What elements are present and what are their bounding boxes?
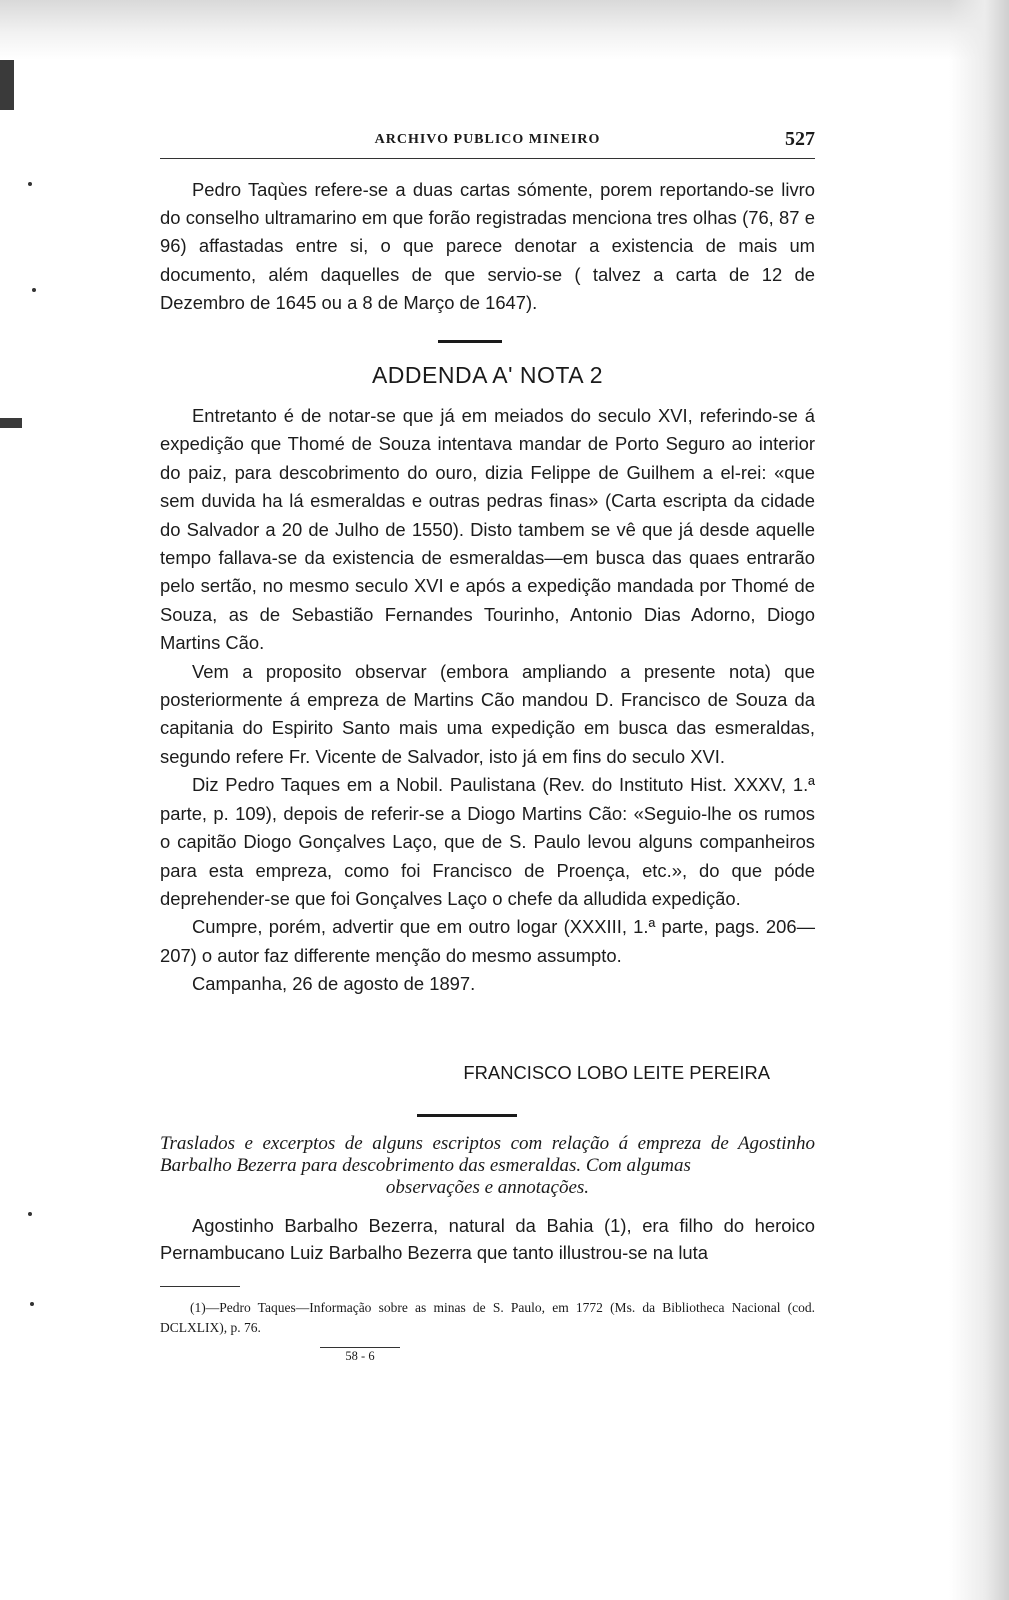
scan-shadow-right: [949, 0, 1009, 1600]
scan-speck: [30, 1302, 34, 1306]
opening-paragraph-block: [160, 176, 815, 317]
paragraph: Pedro Taqùes refere-se a duas cartas sómente, porem reportando-se livro do conselho ultramarino em que forão registradas menciona tres olhas (76, 87 e 96) affastadas entre si, o que parece denotar a existencia de mais um documento, além daquelles de que servio-se ( talvez a carta de 12 de Dezembro de 1645 ou a 8 de Março de 1647).: [160, 179, 815, 313]
printer-signature-mark: 58 - 6: [320, 1347, 400, 1364]
section-title: [160, 1133, 815, 1199]
section-title-last-line: observações e annotações.: [385, 1177, 590, 1198]
footnote-rule: [160, 1286, 240, 1287]
addenda-text-block: [160, 402, 815, 999]
author-signature: FRANCISCO LOBO LEITE PEREIRA: [463, 1062, 770, 1083]
paragraph: Agostinho Barbalho Bezerra, natural da Bahia (1), era filho do heroico Pernambucano Luiz Barbalho Bezerra que tanto illustrou-se na luta: [160, 1215, 815, 1263]
footnote: (1)—Pedro Taques—Informação sobre as minas de S. Paulo, em 1772 (Ms. da Bibliotheca Nacional (cod. DCLXLIX), p. 76.: [160, 1300, 815, 1335]
scan-speck: [32, 288, 36, 292]
running-title: ARCHIVO PUBLICO MINEIRO: [374, 132, 601, 147]
paragraph: Vem a proposito observar (embora ampliando a presente nota) que posteriormente á empreza de Martins Cão mandou D. Francisco de Souza da capitania do Espirito Santo mais uma expedição em busca das esmeraldas, segundo refere Fr. Vicente de Salvador, isto já em fins do seculo XVI.: [160, 660, 815, 767]
scan-speck: [28, 1212, 32, 1216]
section-heading: ADDENDA A' NOTA 2: [371, 362, 604, 388]
paragraph: Cumpre, porém, advertir que em outro logar (XXXIII, 1.ª parte, pags. 206—207) o autor faz differente menção do mesmo assumpto.: [160, 916, 815, 966]
section-divider: [438, 340, 502, 343]
page-number: 527: [785, 128, 815, 150]
paragraph: Diz Pedro Taques em a Nobil. Paulistana (Rev. do Instituto Hist. XXXV, 1.ª parte, p. 109), depois de referir-se a Diogo Martins Cão: «Seguio-lhe os rumos o capitão Diogo Gonçalves Laço, que de S. Paulo levou alguns companheiros para esta empreza, como foi Francisco de Proença, etc.», do que póde deprehender-se que foi Gonçalves Laço o chefe da alludida expedição.: [160, 774, 815, 909]
body-text-block: [160, 1212, 815, 1266]
section-divider: [417, 1114, 517, 1117]
scan-mark-left: [0, 418, 22, 428]
scan-speck: [28, 182, 32, 186]
page-header: [160, 128, 815, 156]
scan-mark-left: [0, 60, 14, 110]
header-rule: [160, 158, 815, 159]
section-title-main: Traslados e excerptos de alguns escriptos com relação á empreza de Agostinho Barbalho Bezerra para descobrimento das esmeraldas. Com algumas: [160, 1133, 815, 1176]
dateline: Campanha, 26 de agosto de 1897.: [192, 973, 476, 995]
scan-shadow-top: [0, 0, 1009, 60]
paragraph: Entretanto é de notar-se que já em meiados do seculo XVI, referindo-se á expedição que Thomé de Souza intentava mandar de Porto Seguro ao interior do paiz, para descobrimento do ouro, dizia Felippe de Guilhem a el-rei: «que sem duvida ha lá esmeraldas e outras pedras finas» (Carta escripta da cidade do Salvador a 20 de Julho de 1550). Disto tambem se vê que já desde aquelle tempo fallava-se da existencia de esmeraldas—em busca das quaes entrarão pelo sertão, no mesmo seculo XVI e após a expedição mandada por Thomé de Souza, as de Sebastião Fernandes Tourinho, Antonio Dias Adorno, Diogo Martins Cão.: [160, 405, 815, 654]
